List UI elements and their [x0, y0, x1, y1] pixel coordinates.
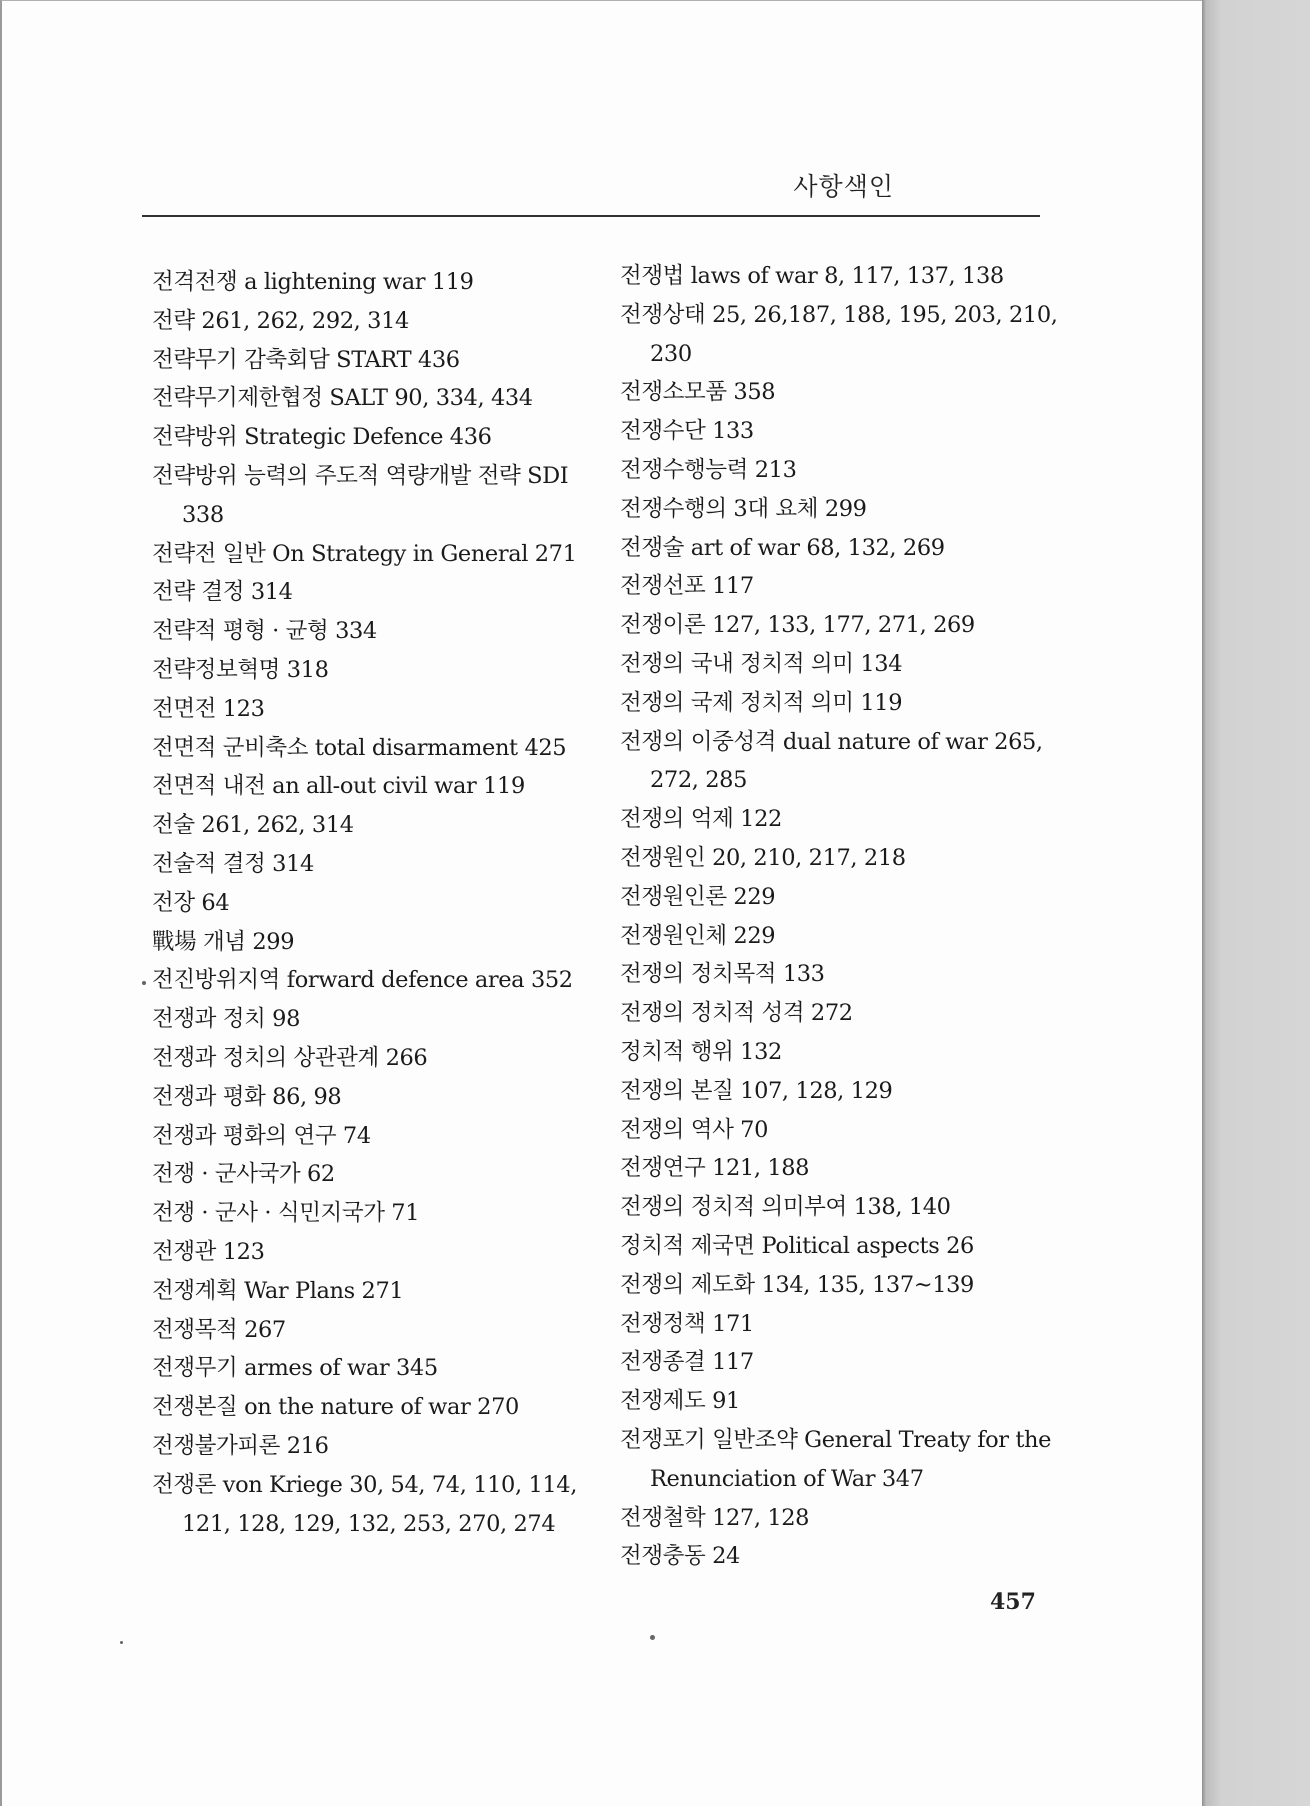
index-entry: 전술적 결정 314: [152, 850, 314, 877]
index-entry: 전쟁의 억제 122: [620, 806, 782, 833]
index-entry: 전쟁계획 War Plans 271: [152, 1277, 404, 1304]
index-entry: 전쟁목적 267: [152, 1316, 286, 1343]
index-entry: 전면전 123: [152, 695, 265, 722]
index-entry: 전쟁연구 121, 188: [620, 1155, 810, 1182]
index-entry: 전략적 평형 · 균형 334: [152, 618, 377, 645]
index-entry: 전략방위 능력의 주도적 역량개발 전략 SDI 338: [152, 462, 569, 528]
index-entry: 전면적 군비축소 total disarmament 425: [152, 734, 567, 761]
index-entry: 전쟁종결 117: [620, 1349, 754, 1376]
index-entry: 전쟁의 제도화 134, 135, 137~139: [620, 1271, 974, 1298]
header-rule: [142, 215, 1040, 217]
index-entry: 戰場 개념 299: [152, 928, 295, 955]
index-entry: 전쟁의 본질 107, 128, 129: [620, 1077, 893, 1104]
index-entry: 전쟁의 정치적 의미부여 138, 140: [620, 1194, 951, 1221]
index-entry: 전쟁의 역사 70: [620, 1116, 769, 1143]
scan-speck: [650, 1635, 655, 1640]
index-entry: 전쟁론 von Kriege 30, 54, 74, 110, 114, 121, 128, 129, 132, 253, 270, 274: [152, 1471, 577, 1537]
index-entry: 전쟁원인 20, 210, 217, 218: [620, 844, 906, 871]
index-entry: 전쟁소모품 358: [620, 379, 776, 406]
index-entry: 전쟁원인체 229: [620, 922, 776, 949]
index-entry: 전쟁정책 171: [620, 1310, 754, 1337]
index-entry: 전쟁수행의 3대 요체 299: [620, 495, 867, 522]
index-entry: 전쟁포기 일반조약 General Treaty for the Renunciation of War 347: [620, 1426, 1052, 1492]
index-entry: 전쟁원인론 229: [620, 883, 776, 910]
index-entry: 전쟁 · 군사국가 62: [152, 1161, 335, 1188]
index-entry: 전격전쟁 a lightening war 119: [152, 269, 474, 295]
index-entry: 전쟁제도 91: [620, 1388, 740, 1415]
index-column-left: [152, 263, 602, 1543]
index-entry: 전략방위 Strategic Defence 436: [152, 424, 492, 451]
scan-speck: [120, 1641, 123, 1644]
index-entry: 전장 64: [152, 889, 230, 916]
index-entry: 전략무기 감축회담 START 436: [152, 346, 460, 373]
index-entry: 전쟁과 정치 98: [152, 1006, 301, 1033]
index-entry: 전쟁의 이중성격 dual nature of war 265, 272, 285: [620, 728, 1043, 794]
index-entry: 전쟁무기 armes of war 345: [152, 1355, 438, 1382]
index-entry: 전쟁이론 127, 133, 177, 271, 269: [620, 612, 975, 639]
index-entry: 전쟁의 정치목적 133: [620, 961, 825, 988]
index-entry: 전쟁 · 군사 · 식민지국가 71: [152, 1200, 420, 1227]
index-entry: 전쟁불가피론 216: [152, 1432, 329, 1459]
index-entry: 전쟁충동 24: [620, 1543, 740, 1570]
index-entry: 전술 261, 262, 314: [152, 812, 354, 839]
index-entry: 전쟁술 art of war 68, 132, 269: [620, 534, 945, 561]
index-entry: 전쟁상태 25, 26,187, 188, 195, 203, 210, 230: [620, 301, 1058, 367]
index-entry: 전쟁수행능력 213: [620, 456, 797, 483]
running-head: 사항색인: [793, 172, 894, 201]
index-entry: 전쟁본질 on the nature of war 270: [152, 1394, 519, 1421]
index-column-right: [620, 257, 1080, 1576]
index-entry: 전쟁과 평화의 연구 74: [152, 1122, 371, 1149]
index-entry: 전면적 내전 an all-out civil war 119: [152, 773, 525, 800]
index-entry: 전쟁의 국제 정치적 의미 119: [620, 689, 903, 716]
index-entry: 전략정보혁명 318: [152, 656, 329, 683]
index-entry: 전략 결정 314: [152, 579, 293, 606]
page-edge-shadow: [1202, 0, 1310, 1806]
index-entry: 정치적 제국면 Political aspects 26: [620, 1232, 974, 1259]
index-entry: 전쟁법 laws of war 8, 117, 137, 138: [620, 263, 1004, 289]
index-entry: 정치적 행위 132: [620, 1038, 782, 1065]
index-entry: 전진방위지역 forward defence area 352: [152, 967, 573, 994]
index-entry: 전략무기제한협정 SALT 90, 334, 434: [152, 385, 533, 412]
index-entry: 전쟁의 국내 정치적 의미 134: [620, 650, 903, 677]
page-number: 457: [990, 1589, 1036, 1615]
index-entry: 전쟁과 정치의 상관관계 266: [152, 1044, 428, 1071]
scan-speck: [142, 981, 146, 985]
index-entry: 전쟁수단 133: [620, 418, 754, 445]
index-entry: 전쟁선포 117: [620, 573, 754, 600]
index-entry: 전쟁의 정치적 성격 272: [620, 1000, 853, 1027]
index-entry: 전략전 일반 On Strategy in General 271: [152, 540, 577, 567]
index-entry: 전략 261, 262, 292, 314: [152, 307, 409, 334]
index-entry: 전쟁철학 127, 128: [620, 1504, 810, 1531]
index-entry: 전쟁관 123: [152, 1238, 265, 1265]
index-entry: 전쟁과 평화 86, 98: [152, 1083, 342, 1110]
